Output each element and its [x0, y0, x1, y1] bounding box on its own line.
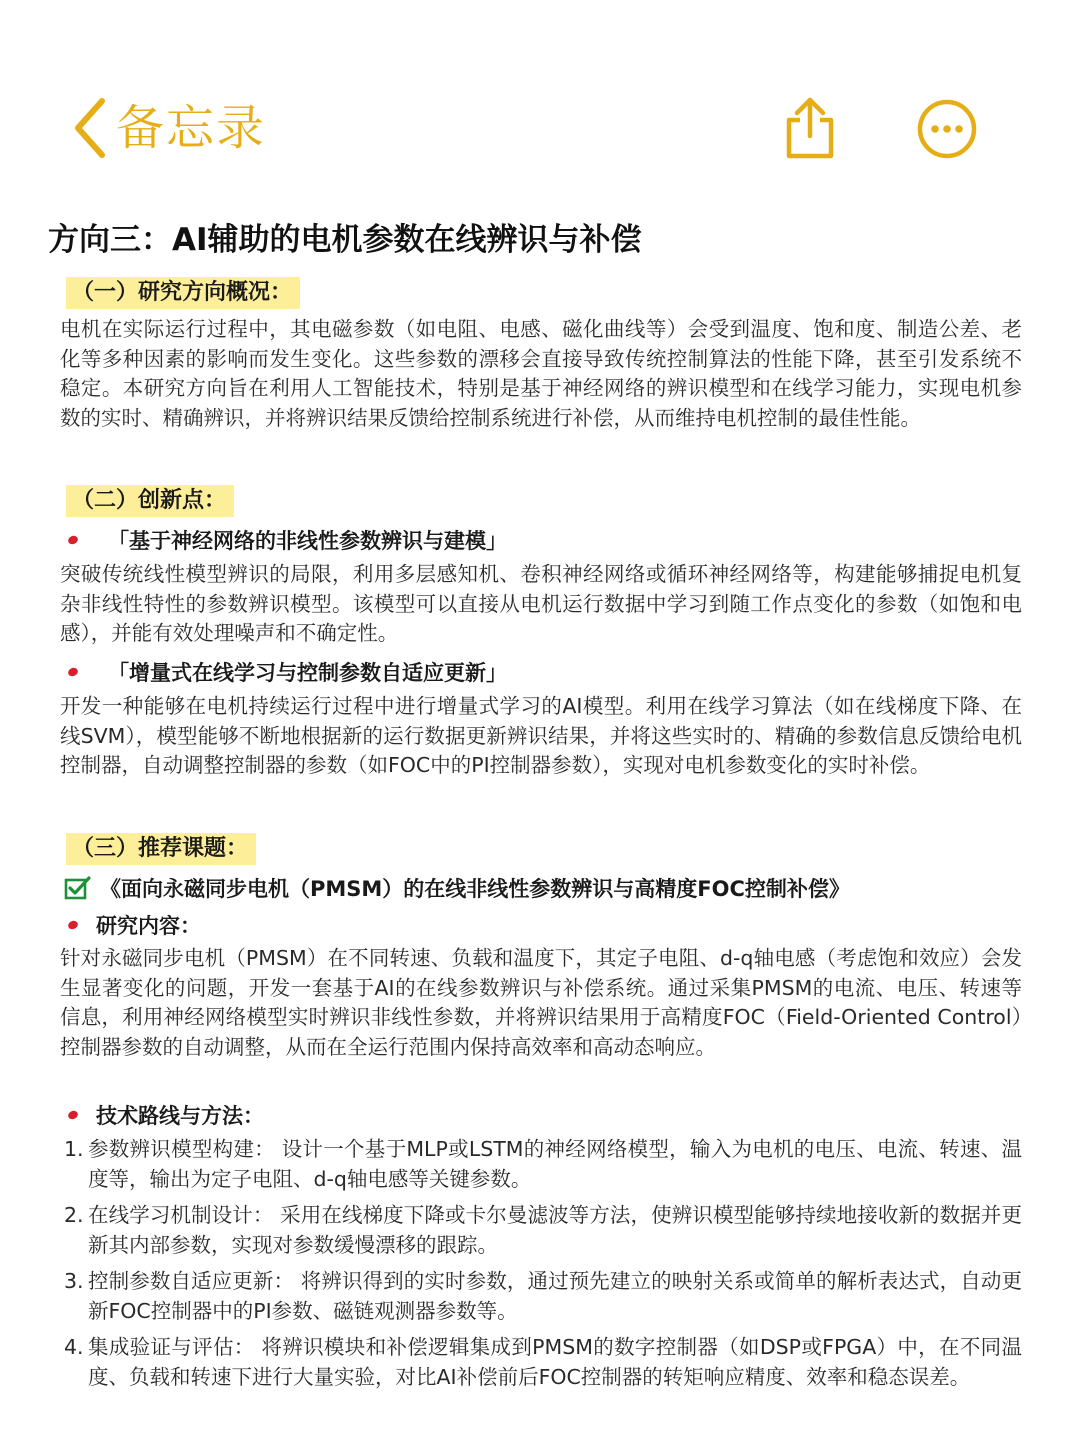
bullet-dot-icon	[67, 666, 79, 677]
chevron-left-icon	[70, 95, 108, 161]
step-text: 在线学习机制设计： 采用在线梯度下降或卡尔曼滤波等方法，使辨识模型能够持续地接收新的数据并更新其内部参数，实现对参数缓慢漂移的跟踪。	[88, 1203, 1022, 1257]
overview-paragraph: 电机在实际运行过程中，其电磁参数（如电阻、电感、磁化曲线等）会受到温度、饱和度、制造公差、老化等多种因素的影响而发生变化。这些参数的漂移会直接导致传统控制算法的性能下降，甚至引发系统不稳定。本研究方向旨在利用人工智能技术，特别是基于神经网络的辨识模型和在线学习能力，实现电机参数的实时、精确辨识，并将辨识结果反馈给控制系统进行补偿，从而维持电机控制的最佳性能。	[60, 317, 1022, 430]
navigation-bar	[0, 0, 1080, 190]
innovation-title-2: 「增量式在线学习与控制参数自适应更新」	[108, 661, 507, 685]
section-heading-innovation: （二）创新点：	[66, 485, 234, 517]
method-label: 技术路线与方法：	[96, 1104, 264, 1128]
back-label: 备忘录	[116, 100, 267, 156]
share-icon[interactable]	[782, 96, 838, 166]
method-step-4	[64, 1333, 1022, 1392]
recommended-topic	[64, 873, 850, 903]
note-title: 方向三：AI辅助的电机参数在线辨识与补偿	[48, 222, 642, 258]
innovation-item-1	[68, 525, 507, 555]
topic-title: 《面向永磁同步电机（PMSM）的在线非线性参数辨识与高精度FOC控制补偿》	[100, 877, 850, 901]
step-number: 4.	[64, 1335, 84, 1359]
step-number: 1.	[64, 1137, 84, 1161]
checkbox-checked-icon	[64, 875, 92, 901]
back-button[interactable]	[70, 92, 266, 164]
bullet-dot-icon	[67, 534, 79, 545]
innovation-item-2	[68, 657, 507, 687]
section-heading-topic: （三）推荐课题：	[66, 833, 256, 865]
innovation-title-1: 「基于神经网络的非线性参数辨识与建模」	[108, 529, 507, 553]
research-content-paragraph: 针对永磁同步电机（PMSM）在不同转速、负载和温度下，其定子电阻、d-q轴电感（考虑饱和效应）会发生显著变化的问题，开发一套基于AI的在线参数辨识与补偿系统。通过采集PMSM的电流、电压、转速等信息，利用神经网络模型实时辨识非线性参数，并将辨识结果用于高精度FOC（Field-Oriented Control）控制器参数的自动调整，从而在全运行范围内保持高效率和高动态响应。	[60, 946, 1022, 1059]
innovation-body-2: 开发一种能够在电机持续运行过程中进行增量式学习的AI模型。利用在线学习算法（如在线梯度下降、在线SVM），模型能够不断地根据新的运行数据更新辨识结果，并将这些实时的、精确的参数信息反馈给电机控制器，自动调整控制器的参数（如FOC中的PI控制器参数），实现对电机参数变化的实时补偿。	[60, 694, 1022, 778]
research-content-label: 研究内容：	[96, 914, 201, 938]
method-step-3	[64, 1267, 1022, 1326]
method-step-2	[64, 1201, 1022, 1260]
step-text: 控制参数自适应更新： 将辨识得到的实时参数，通过预先建立的映射关系或简单的解析表达式，自动更新FOC控制器中的PI参数、磁链观测器参数等。	[88, 1269, 1022, 1323]
innovation-body-1: 突破传统线性模型辨识的局限，利用多层感知机、卷积神经网络或循环神经网络等，构建能够捕捉电机复杂非线性特性的参数辨识模型。该模型可以直接从电机运行数据中学习到随工作点变化的参数（如饱和电感），并能有效处理噪声和不确定性。	[60, 562, 1022, 646]
more-icon[interactable]	[916, 98, 978, 164]
method-label-row	[68, 1100, 264, 1130]
step-text: 参数辨识模型构建： 设计一个基于MLP或LSTM的神经网络模型，输入为电机的电压、电流、转速、温度等，输出为定子电阻、d-q轴电感等关键参数。	[88, 1137, 1022, 1191]
research-content-label-row	[68, 910, 201, 940]
method-step-1	[64, 1135, 1022, 1194]
section-heading-overview: （一）研究方向概况：	[66, 277, 300, 309]
step-text: 集成验证与评估： 将辨识模块和补偿逻辑集成到PMSM的数字控制器（如DSP或FPGA）中，在不同温度、负载和转速下进行大量实验，对比AI补偿前后FOC控制器的转矩响应精度、效率和稳态误差。	[88, 1335, 1022, 1389]
step-number: 3.	[64, 1269, 84, 1293]
bullet-dot-icon	[67, 919, 79, 930]
bullet-dot-icon	[67, 1109, 79, 1120]
step-number: 2.	[64, 1203, 84, 1227]
